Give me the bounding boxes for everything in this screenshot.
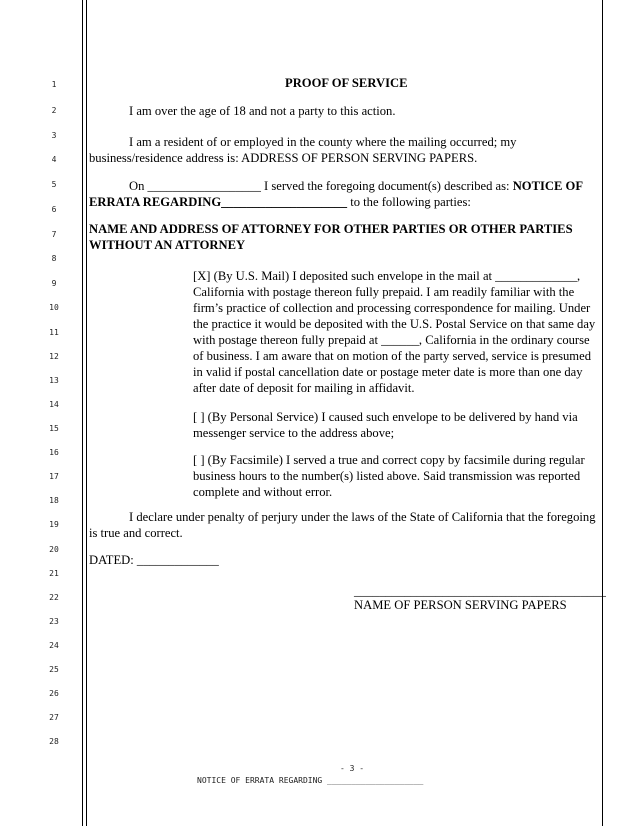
- line-number: 9: [51, 279, 57, 288]
- line-number: 16: [49, 448, 59, 457]
- declaration-line-2: is true and correct.: [89, 526, 183, 540]
- footer-document-title: NOTICE OF ERRATA REGARDING ____________________: [197, 776, 424, 785]
- footer-page-number: - 3 -: [340, 764, 365, 773]
- line-number: 20: [49, 545, 59, 554]
- served-text-cont: to the following parties:: [347, 195, 471, 209]
- paragraph-resident-line-1: I am a resident of or employed in the county where the mailing occurred; my: [129, 135, 517, 149]
- left-margin-rule-inner: [86, 0, 87, 826]
- mail-service-line: the practice it would be deposited with the U.S. Postal Service on that same day: [193, 317, 596, 331]
- paragraph-age: I am over the age of 18 and not a party to this action.: [129, 104, 396, 118]
- facsimile-service-line: [ ] (By Facsimile) I served a true and correct copy by facsimile during regular: [193, 453, 585, 467]
- line-number: 19: [49, 520, 59, 529]
- served-document-title-cont: ERRATA REGARDING____________________: [89, 195, 348, 209]
- line-number: 21: [49, 569, 59, 578]
- served-document-title: NOTICE OF: [512, 179, 584, 193]
- paragraph-served-line-1: [129, 178, 583, 194]
- mail-service-line: in valid if postal cancellation date or postage meter date is more than one day: [193, 365, 583, 379]
- facsimile-service-line: complete and without error.: [193, 485, 333, 499]
- served-text: On __________________ I served the foregoing document(s) described as:: [129, 179, 513, 193]
- page-title: PROOF OF SERVICE: [285, 76, 408, 90]
- line-number: 7: [51, 230, 57, 239]
- signature-line: ________________________________________: [354, 584, 606, 598]
- line-number: 18: [49, 496, 59, 505]
- line-number: 28: [49, 737, 59, 746]
- mail-service-line: with postage thereon fully prepaid at ______, California in the ordinary course: [193, 333, 590, 347]
- line-number: 27: [49, 713, 59, 722]
- dated-line: DATED: _____________: [89, 553, 219, 567]
- signature-name: NAME OF PERSON SERVING PAPERS: [354, 598, 567, 612]
- declaration-line-1: I declare under penalty of perjury under the laws of the State of California that the foregoing: [129, 510, 596, 524]
- line-number: 2: [51, 106, 57, 115]
- line-number: 10: [49, 303, 59, 312]
- line-number: 25: [49, 665, 59, 674]
- line-number: 26: [49, 689, 59, 698]
- line-number: 12: [49, 352, 59, 361]
- line-number: 4: [51, 155, 57, 164]
- mail-service-line: after date of deposit for mailing in affidavit.: [193, 381, 415, 395]
- mail-service-line: firm’s practice of collection and processing correspondence for mailing. Under: [193, 301, 591, 315]
- line-number: 22: [49, 593, 59, 602]
- personal-service-line: [ ] (By Personal Service) I caused such envelope to be delivered by hand via: [193, 410, 578, 424]
- line-number: 5: [51, 180, 57, 189]
- mail-service-line: California with postage thereon fully prepaid. I am readily familiar with the: [193, 285, 575, 299]
- line-number: 13: [49, 376, 59, 385]
- line-number: 8: [51, 254, 57, 263]
- paragraph-resident-line-2: business/residence address is: ADDRESS OF PERSON SERVING PAPERS.: [89, 151, 478, 165]
- mail-service-line: [X] (By U.S. Mail) I deposited such envelope in the mail at _____________,: [193, 269, 581, 283]
- left-margin-rule-outer: [82, 0, 83, 826]
- right-margin-rule: [602, 0, 603, 826]
- line-number: 14: [49, 400, 59, 409]
- personal-service-line: messenger service to the address above;: [193, 426, 395, 440]
- mail-service-line: of business. I am aware that on motion of the party served, service is presumed: [193, 349, 591, 363]
- line-number: 17: [49, 472, 59, 481]
- parties-heading-line-1: NAME AND ADDRESS OF ATTORNEY FOR OTHER PARTIES OR OTHER PARTIES: [89, 222, 573, 236]
- line-number: 11: [49, 328, 59, 337]
- line-number: 15: [49, 424, 59, 433]
- line-number: 23: [49, 617, 59, 626]
- facsimile-service-line: business hours to the number(s) listed above. Said transmission was reported: [193, 469, 581, 483]
- paragraph-served-line-2: [89, 194, 471, 210]
- line-number: 3: [51, 131, 57, 140]
- parties-heading-line-2: WITHOUT AN ATTORNEY: [89, 238, 246, 252]
- line-number: 6: [51, 205, 57, 214]
- line-number: 1: [51, 80, 57, 89]
- line-number: 24: [49, 641, 59, 650]
